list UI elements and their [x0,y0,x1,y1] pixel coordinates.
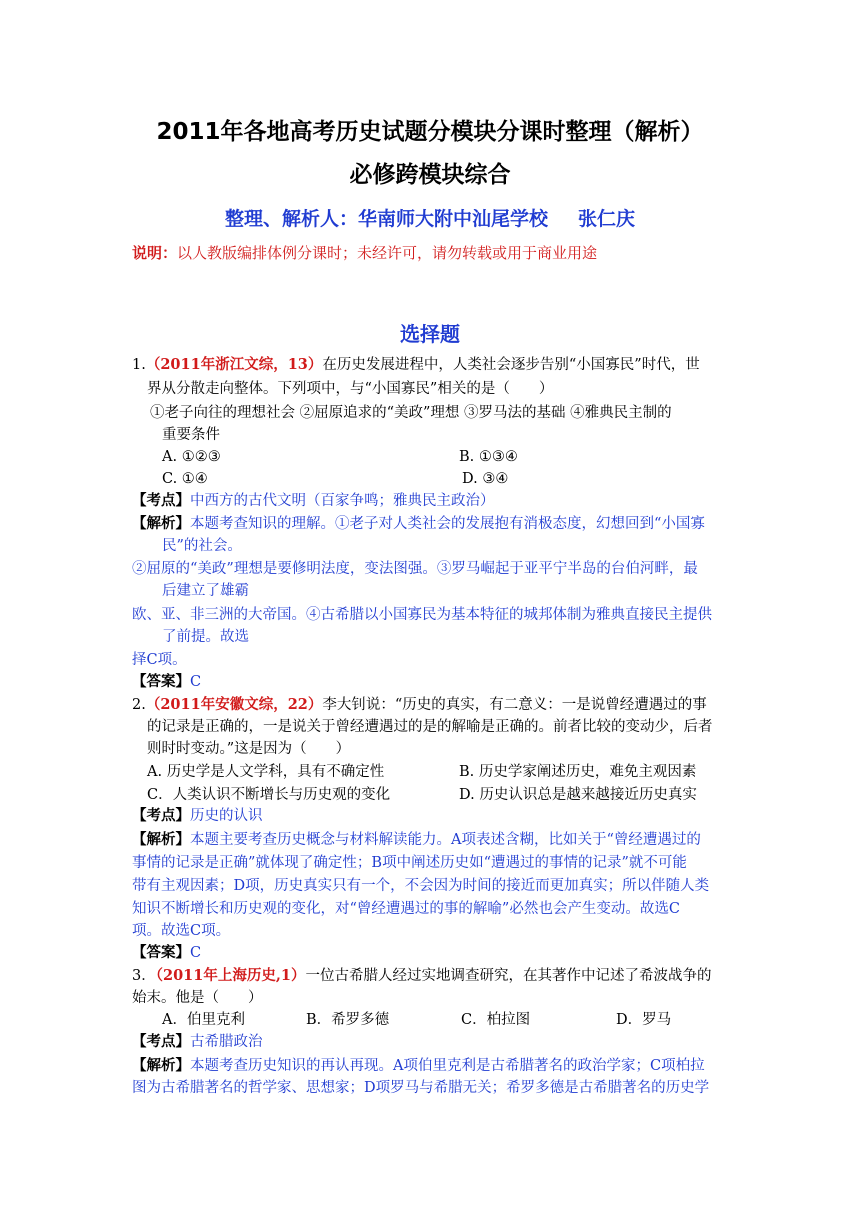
q1-analysis-line-4: 后建立了雄霸 [162,583,249,599]
section-title: 选择题 [400,322,460,346]
q2-option-a: A. 历史学是人文学科，具有不确定性 [147,764,385,780]
page-subtitle: 必修跨模块综合 [349,162,511,188]
q2-option-b: B. 历史学家阐述历史，难免主观因素 [459,764,697,780]
q2-analysis-line-5: 项。故选C项。 [132,923,231,939]
q1-stem-line-1: 1.（2011年浙江文综，13）在历史发展进程中，人类社会逐步告别“小国寡民”时代，世 [132,356,700,373]
q2-option-c: C．人类认识不断增长与历史观的变化 [147,787,391,803]
q3-option-c: C．柏拉图 [461,1012,531,1028]
q3-stem-line-2: 始末。他是（ ） [132,990,263,1006]
q1-kaodian: 【考点】中西方的古代文明（百家争鸣；雅典民主政治） [132,492,495,509]
q3-option-b: B．希罗多德 [306,1012,390,1028]
q1-option-a: A. ①②③ [162,449,221,465]
q1-analysis-line-1: 【解析】本题考查知识的理解。①老子对人类社会的发展抱有消极态度，幻想回到“小国寡 [132,515,705,532]
q1-stem-line-2: 界从分散走向整体。下列项中，与“小国寡民”相关的是（ ） [147,381,554,397]
q1-answer: 【答案】C [132,673,202,690]
note-label: 说明： [132,244,178,262]
q1-analysis-line-3: ②屈原的“美政”理想是要修明法度，变法图强。③罗马崛起于亚平宁半岛的台伯河畔，最 [132,561,698,577]
q3-analysis-line-1: 【解析】本题考查历史知识的再认再现。A项伯里克利是古希腊著名的政治学家；C项柏拉 [132,1057,705,1074]
q1-analysis-line-7: 择C项。 [132,652,187,668]
q2-stem-line-1: 2.（2011年安徽文综，22）李大钊说：“历史的真实，有二意义：一是说曾经遭遇过的事 [132,696,707,713]
q2-analysis-line-4: 知识不断增长和历史观的变化，对“曾经遭遇过的事的解喻”必然也会产生变动。故选C [132,901,680,917]
q2-analysis-line-1: 【解析】本题主要考查历史概念与材料解读能力。A项表述含糊，比如关于“曾经遭遇过的 [132,831,701,848]
q1-option-b: B. ①③④ [459,449,518,465]
q1-option-c: C. ①④ [162,471,208,487]
q2-stem-line-3: 则时时变动。”这是因为（ ） [147,741,351,757]
q3-source: （2011年上海历史,1） [155,967,306,984]
q1-option-d: D. ③④ [462,471,509,487]
q1-items-line-1: ①老子向往的理想社会 ②屈原追求的“美政”理想 ③罗马法的基础 ④雅典民主制的 [150,405,672,421]
author-name: 张仁庆 [578,208,636,230]
q1-analysis-line-2: 民”的社会。 [162,538,242,554]
q1-items-line-2: 重要条件 [162,427,220,443]
q1-analysis-line-5: 欧、亚、非三洲的大帝国。④古希腊以小国寡民为基本特征的城邦体制为雅典直接民主提供 [132,607,712,623]
q3-option-a: A．伯里克利 [162,1012,245,1028]
q3-option-d: D．罗马 [616,1012,672,1028]
page-title: 2011年各地高考历史试题分模块分课时整理（解析） [156,119,704,145]
q1-source: （2011年浙江文综，13） [145,356,323,373]
q2-answer: 【答案】C [132,944,202,961]
q1-analysis-line-6: 了前提。故选 [162,629,249,645]
q3-analysis-line-2: 图为古希腊著名的哲学家、思想家；D项罗马与希腊无关；希罗多德是古希腊著名的历史学 [132,1080,710,1096]
q3-kaodian: 【考点】古希腊政治 [132,1033,263,1050]
q2-kaodian: 【考点】历史的认识 [132,807,263,824]
q3-stem-line-1: 3．（2011年上海历史,1）一位古希腊人经过实地调查研究，在其著作中记述了希波战争的 [132,967,712,984]
q2-stem-line-2: 的记录是正确的，一是说关于曾经遭遇过的是的解喻是正确的。前者比较的变动少，后者 [147,719,713,735]
q2-source: （2011年安徽文综，22） [145,696,323,713]
author-label: 整理、解析人：华南师大附中汕尾学校 [224,208,548,230]
q2-analysis-line-3: 带有主观因素；D项，历史真实只有一个，不会因为时间的接近而更加真实；所以伴随人类 [132,878,710,894]
copyright-note [132,242,597,263]
q2-option-d: D. 历史认识总是越来越接近历史真实 [459,787,697,803]
q2-analysis-line-2: 事情的记录是正确”就体现了确定性；B项中阐述历史如“遭遇过的事情的记录”就不可能 [132,855,687,871]
author-line [0,204,860,231]
note-text: 以人教版编排体例分课时；未经许可，请勿转载或用于商业用途 [177,244,598,262]
